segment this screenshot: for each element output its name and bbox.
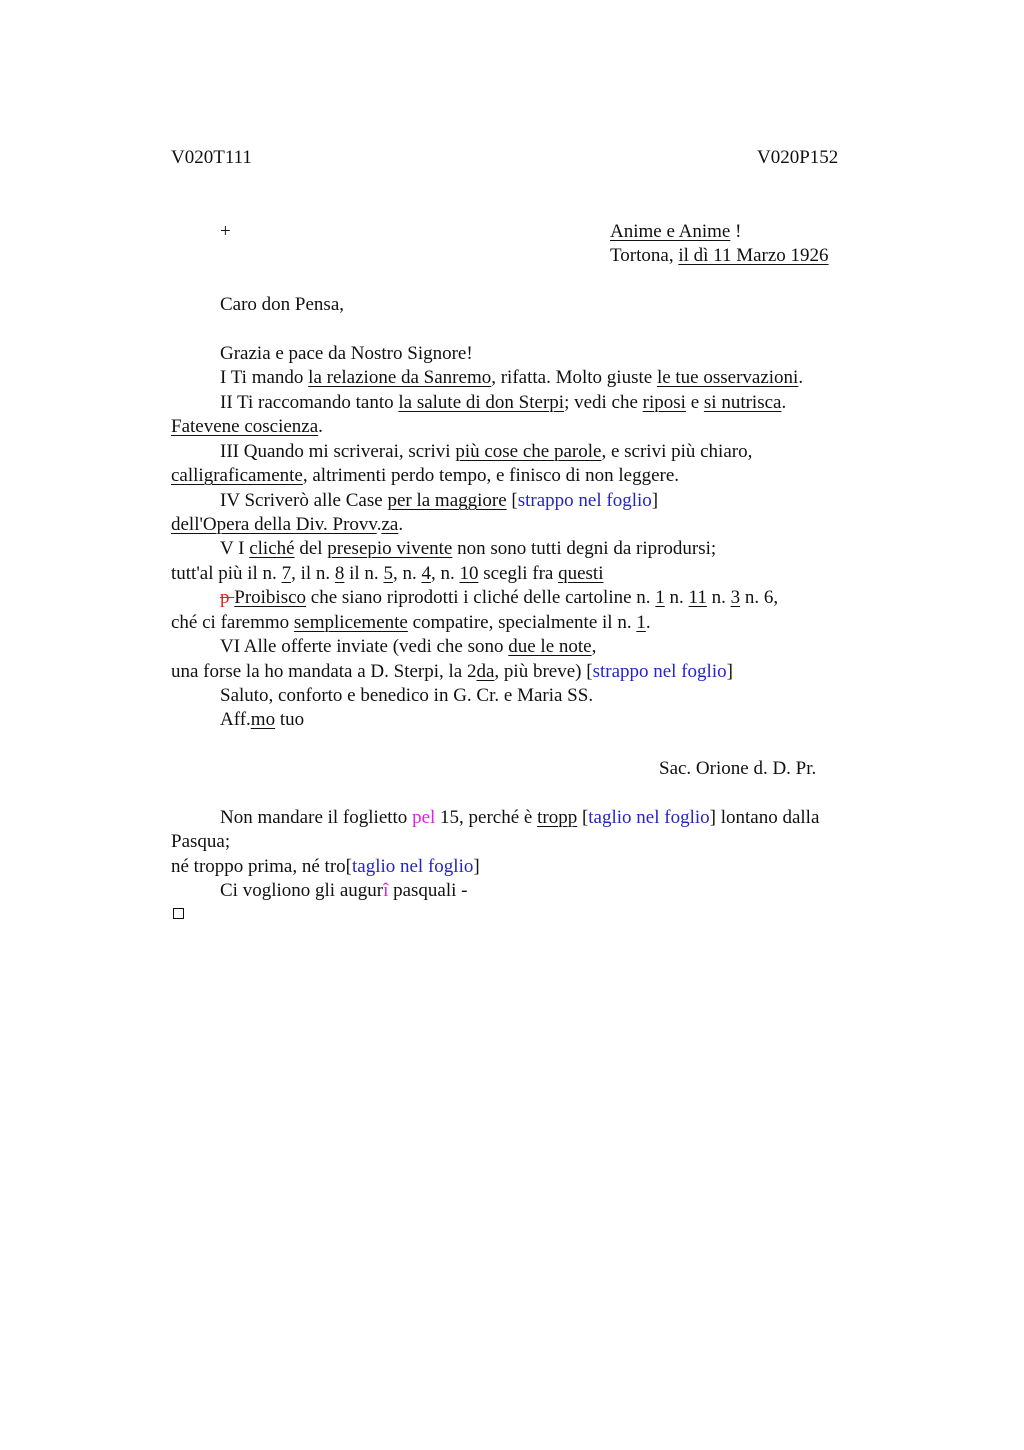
cross-symbol: + <box>220 221 231 242</box>
editorial-note: strappo nel foglio <box>517 490 652 511</box>
editorial-note: strappo nel foglio <box>592 661 727 682</box>
motto: Anime e Anime ! <box>610 221 742 242</box>
paragraph-5-continued: tutt'al più il n. 7, il n. 8 il n. 5, n. 4, n. 10 scegli fra questi <box>171 563 604 584</box>
paragraph-3-continued: calligraficamente, altrimenti perdo tempo, e finisco di non leggere. <box>171 465 680 486</box>
paragraph-2-continued: Fatevene coscienza. <box>171 416 323 437</box>
paragraph-4-continued: dell'Opera della Div. Provv.za. <box>171 514 404 535</box>
paragraph-2: II Ti raccomando tanto la salute di don Sterpi; vedi che riposi e si nutrisca. <box>220 392 787 413</box>
paragraph-4: IV Scriverò alle Case per la maggiore [strappo nel foglio] <box>220 490 659 511</box>
salutation: Caro don Pensa, <box>220 294 345 315</box>
editorial-note: taglio nel foglio <box>351 856 474 877</box>
deleted-text: p <box>220 587 235 608</box>
paragraph-7: VI Alle offerte inviate (vedi che sono due le note, <box>220 636 597 657</box>
signature: Sac. Orione d. D. Pr. <box>659 758 817 779</box>
place: Tortona, <box>610 245 674 266</box>
variant-text: î <box>383 880 389 901</box>
postscript-continued: Pasqua; <box>171 831 231 852</box>
date: il dì 11 Marzo 1926 <box>678 245 829 266</box>
postscript-line-4: Ci vogliono gli augurî pasquali - <box>220 880 468 901</box>
document-code-left: V020T111 <box>171 147 252 168</box>
document-code-right: V020P152 <box>757 147 839 168</box>
place-date <box>610 244 829 268</box>
editorial-note: taglio nel foglio <box>588 807 710 828</box>
paragraph-1: I Ti mando la relazione da Sanremo, rifatta. Molto giuste le tue osservazioni. <box>220 367 804 388</box>
paragraph-5: V I cliché del presepio vivente non sono tutti degni da riprodursi; <box>220 538 717 559</box>
paragraph-7-continued: una forse la ho mandata a D. Sterpi, la 2da, più breve) [strappo nel foglio] <box>171 661 733 682</box>
postscript-line-3: né troppo prima, né tro[taglio nel foglio] <box>171 856 480 877</box>
closing-aff: Aff.mo tuo <box>220 709 305 730</box>
paragraph-3: III Quando mi scriverai, scrivi più cose che parole, e scrivi più chiaro, <box>220 441 753 462</box>
paragraph-6-continued: ché ci faremmo semplicemente compatire, specialmente il n. 1. <box>171 612 651 633</box>
end-marker-checkbox-icon <box>173 908 184 919</box>
greeting: Grazia e pace da Nostro Signore! <box>220 343 473 364</box>
motto-text: Anime e Anime <box>610 221 731 242</box>
closing-blessing: Saluto, conforto e benedico in G. Cr. e Maria SS. <box>220 685 594 706</box>
paragraph-6: p Proibisco che siano riprodotti i cliché delle cartoline n. 1 n. 11 n. 3 n. 6, <box>220 587 779 608</box>
postscript: Non mandare il foglietto pel 15, perché è tropp [taglio nel foglio] lontano dalla <box>220 807 820 828</box>
variant-text: pel <box>412 807 436 828</box>
